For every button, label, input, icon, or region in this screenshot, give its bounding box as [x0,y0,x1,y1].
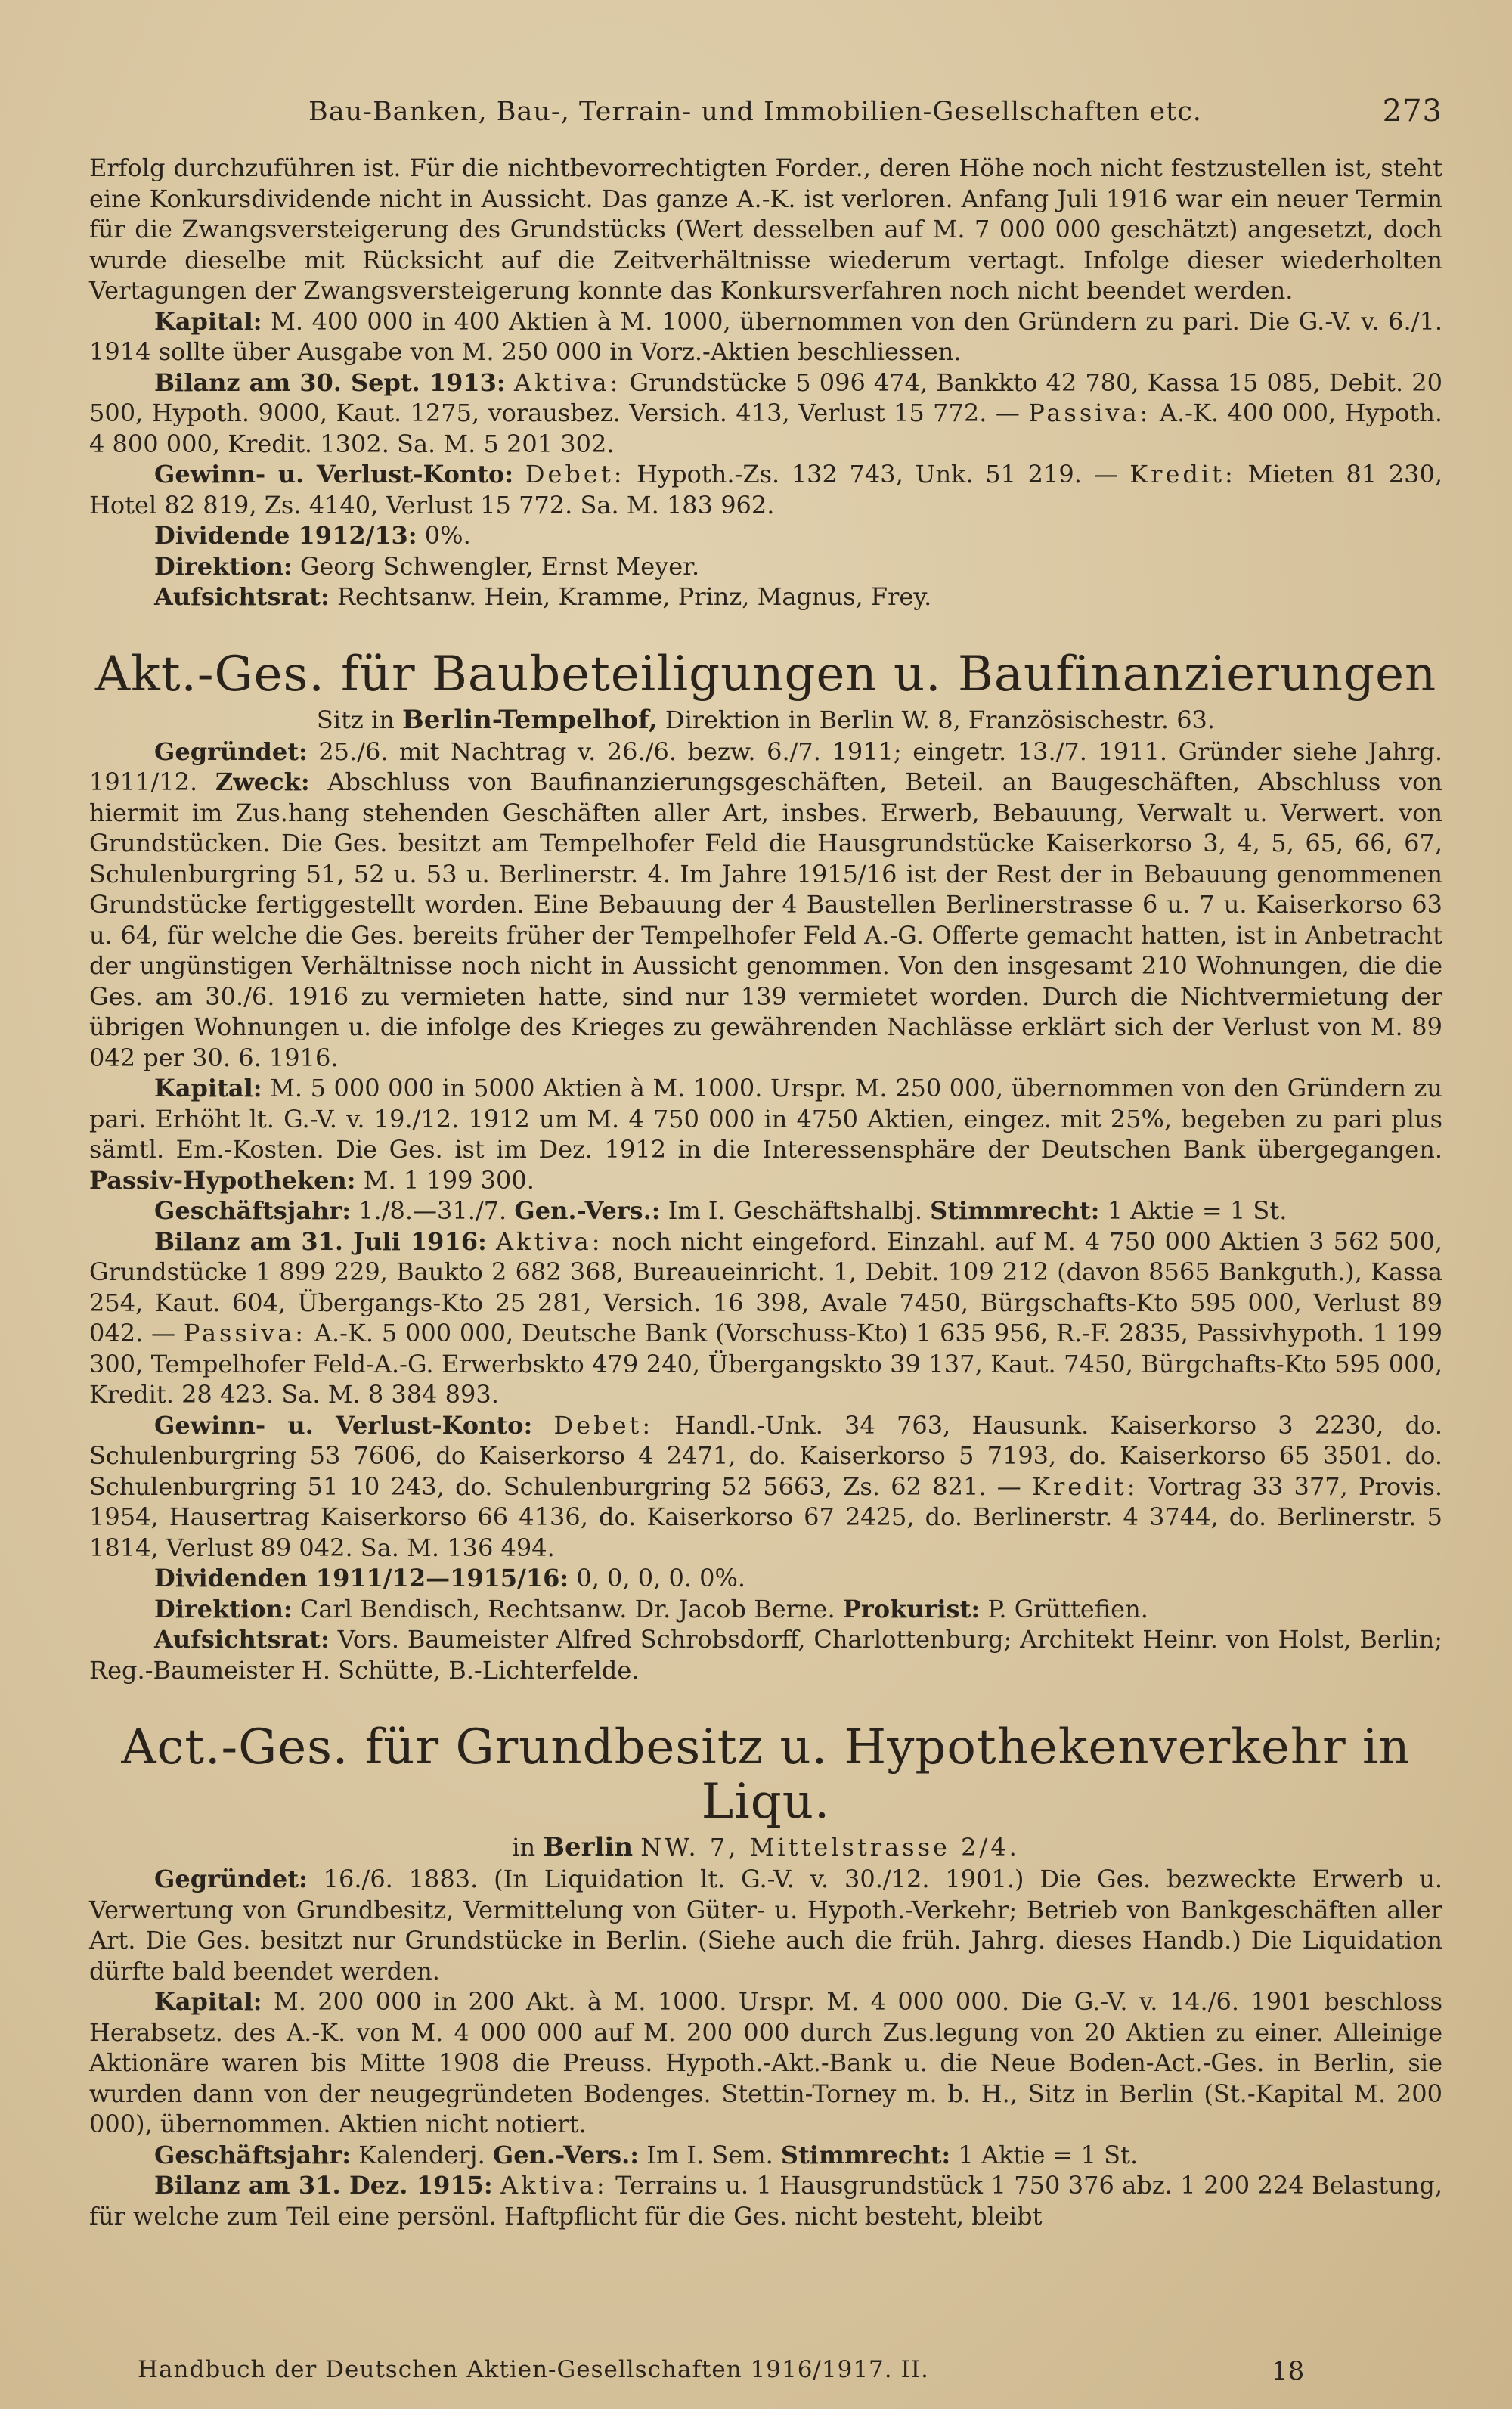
debet-word: Debet: [525,460,625,488]
stimmrecht-text: 1 Aktie = 1 St. [958,2140,1139,2169]
paragraph-intro: Erfolg durchzuführen ist. Für die nichtbevorrechtigten Forder., deren Höhe noch nicht festzustellen ist, steht eine Konkursdividende nicht in Aussicht. Das ganze A.-K. ist verloren. Anfang Juli 1916 war ein neuer Termin für die Zwangsversteigerung des Grundstücks (Wert desselben auf M. 7 000 000 geschätzt) angesetzt, doch wurde dieselbe mit Rücksicht auf die Zeitverhältnisse wiederum vertagt. Infolge dieser wiederholten Vertagungen der Zwangsversteigerung konnte das Konkursverfahren noch nicht beendet werden. [89,153,1442,305]
direktion-label: Direktion: [154,551,293,581]
seat-city: Berlin [543,1832,634,1862]
page-number: 273 [1382,94,1442,129]
company-heading: Akt.-Ges. für Baubeteiligungen u. Baufinanzierungen [94,646,1437,702]
bilanz-label: Bilanz am 31. Juli 1916: [154,1226,487,1256]
bilanz-paragraph [89,1226,1442,1410]
gewinn-label: Gewinn- u. Verlust-Konto: [154,1410,533,1440]
gegruendet-label: Gegründet: [154,736,308,766]
bilanz-paragraph [89,2170,1442,2231]
dividende-paragraph [89,520,1442,551]
kapital-paragraph [89,1073,1442,1195]
gegruendet-text: 25./6. mit Nachtrag v. 26./6. bezw. 6./7. 1911; eingetr. 13./7. 1911. Gründer siehe Jahrg. 1911/12. [89,736,1443,796]
kapital-label: Kapital: [154,1074,262,1102]
gewinn-label: Gewinn- u. Verlust-Konto: [154,460,514,488]
bilanz-passiva: A.-K. 5 000 000, Deutsche Bank (Vorschuss-Kto) 1 635 956, R.-F. 2835, Passivhypoth. 1 199 300, Tempelhofer Feld-A.-G. Erwerbskto 479 240, Übergangskto 39 137, Kaut. 7450, Bürgchafts-Kto 595 000, Kredit. 28 423. Sa. M. 8 384 893. [89,1319,1443,1409]
running-header-title: Bau-Banken, Bau-, Terrain- und Immobilien-Gesellschaften etc. [308,97,1202,127]
kapital-label: Kapital: [154,306,262,336]
gewinn-kredit: Mieten 81 230, Hotel 82 819, Zs. 4140, Verlust 15 772. Sa. M. 183 962. [89,460,1443,519]
seat-prefix: Sitz in [316,705,395,734]
passiva-word: Passiva: [183,1319,307,1347]
kapital-label: Kapital: [154,1987,262,2016]
entry-continued [89,153,1442,612]
direktion-text: Carl Bendisch, Rechtsanw. Dr. Jacob Berne. [299,1594,835,1623]
genvers-text: Im I. Geschäftshalbj. [668,1196,922,1225]
aufsichtsrat-label: Aufsichtsrat: [154,582,330,611]
bilanz-aktiva: Terrains u. 1 Hausgrundstück 1 750 376 abz. 1 200 224 Belastung, für welche zum Teil eine persönl. Haftpflicht für die Ges. nicht besteht, bleibt [89,2171,1443,2231]
prokurist-label: Prokurist: [842,1594,981,1623]
aufsichtsrat-label: Aufsichtsrat: [154,1625,330,1654]
seat-city: Berlin-Tempelhof, [401,704,658,735]
gewinn-paragraph [89,459,1442,520]
direktion-paragraph [89,551,1442,582]
seat-address: NW. 7, Mittelstrasse 2/4. [640,1833,1020,1862]
stimmrecht-label: Stimmrecht: [780,2140,951,2169]
geschaeftsjahr-text: Kalenderj. [358,2140,485,2169]
debet-word: Debet: [553,1410,654,1440]
kapital-text: M. 400 000 in 400 Aktien à M. 1000, übernommen von den Gründern zu pari. Die G.-V. v. 6./1. 1914 sollte über Ausgabe von M. 250 000 in Vorz.-Aktien beschliessen. [89,306,1443,366]
geschaeftsjahr-label: Geschäftsjahr: [154,2140,351,2169]
company-seat [89,705,1442,735]
aktiva-word: Aktiva: [513,367,621,397]
gewinn-paragraph [89,1410,1442,1564]
kapital-text: M. 200 000 in 200 Akt. à M. 1000. Urspr. M. 4 000 000. Die G.-V. v. 14./6. 1901 beschloss Herabsetz. des A.-K. von M. 4 000 000 auf M. 200 000 durch Zus.legung von 20 Aktien zu einer. Alleinige Aktionäre waren bis Mitte 1908 die Preuss. Hypoth.-Akt.-Bank u. die Neue Boden-Act.-Ges. in Berlin, sie wurden dann von der neugegründeten Bodenges. Stettin-Torney m. b. H., Sitz in Berlin (St.-Kapital M. 200 000), übernommen. Aktien nicht notiert. [89,1987,1443,2138]
seat-address: Direktion in Berlin W. 8, Französischestr. 63. [665,705,1216,734]
direktion-text: Georg Schwengler, Ernst Meyer. [299,551,700,581]
aktiva-word: Aktiva: [495,1226,603,1256]
direktion-paragraph [89,1594,1442,1625]
gegruendet-paragraph [89,736,1442,1074]
zweck-text: Abschluss von Baufinanzierungsgeschäften, Beteil. an Baugeschäften, Abschluss von hiermit im Zus.hang stehenden Geschäften aller Art, insbes. Erwerb, Bebauung, Verwalt u. Verwert. von Grundstücken. Die Ges. besitzt am Tempelhofer Feld die Hausgrundstücke Kaiserkorso 3, 4, 5, 65, 66, 67, Schulenburgring 51, 52 u. 53 u. Berlinerstr. 4. Im Jahre 1915/16 ist der Rest der in Bebauung genommenen Grundstücke fertiggestellt worden. Eine Bebauung der 4 Baustellen Berlinerstrasse 6 u. 7 u. Kaiserkorso 63 u. 64, für welche die Ges. bereits früher der Tempelhofer Feld A.-G. Offerte gemacht hatten, ist in Anbetracht der ungünstigen Verhältnisse noch nicht in Aussicht genommen. Von den insgesamt 210 Wohnungen, die die Ges. am 30./6. 1916 zu vermieten hatte, sind nur 139 vermietet worden. Durch die Nichtvermietung der übrigen Wohnungen u. die infolge des Krieges zu gewährenden Nachlässe erklärt sich der Verlust von M. 89 042 per 30. 6. 1916. [89,767,1443,1072]
aufsichtsrat-paragraph [89,1624,1442,1685]
aktiva-word: Aktiva: [500,2171,608,2200]
passiv-hypotheken-label: Passiv-Hypotheken: [89,1165,356,1195]
seat-prefix: in [512,1833,536,1862]
bilanz-paragraph [89,367,1442,460]
kredit-word: Kredit: [1129,460,1236,488]
bilanz-passiva: A.-K. 400 000, Hypoth. 4 800 000, Kredit. 1302. Sa. M. 5 201 302. [89,398,1442,458]
dividenden-paragraph [89,1563,1442,1594]
geschaeftsjahr-paragraph [89,2140,1442,2171]
gewinn-debet: Handl.-Unk. 34 763, Hausunk. Kaiserkorso 3 2230, do. Schulenburgring 53 7606, do Kaiserkorso 4 2471, do. Kaiserkorso 5 7193, do. Kaiserkorso 65 3501. do. Schulenburgring 51 10 243, do. Schulenburgring 52 5663, Zs. 62 821. — [89,1410,1443,1501]
geschaeftsjahr-text: 1./8.—31./7. [358,1196,507,1225]
aufsichtsrat-paragraph [89,581,1442,612]
entry-baubeteiligungen [89,647,1442,1686]
bilanz-label: Bilanz am 30. Sept. 1913: [154,367,506,397]
entry-grundbesitz [89,1720,1442,2231]
dividenden-text: 0, 0, 0, 0. 0%. [576,1564,746,1592]
stimmrecht-label: Stimmrecht: [930,1196,1100,1225]
document-page [89,91,1443,2386]
dividende-label: Dividende 1912/13: [154,521,417,550]
bilanz-aktiva: Grundstücke 5 096 474, Bankkto 42 780, Kassa 15 085, Debit. 20 500, Hypoth. 9000, Kaut. 1275, vorausbez. Versich. 413, Verlust 15 772. — [89,367,1443,427]
bilanz-aktiva: noch nicht eingeford. Einzahl. auf M. 4 750 000 Aktien 3 562 500, Grundstücke 1 899 229, Baukto 2 682 368, Bureaueinricht. 1, Debit. 109 212 (davon 8565 Bankguth.), Kassa 254, Kaut. 604, Übergangs-Kto 25 281, Versich. 16 398, Avale 7450, Bürgschafts-Kto 595 000, Verlust 89 042. — [89,1226,1443,1347]
gewinn-kredit: Vortrag 33 377, Provis. 1954, Hausertrag Kaiserkorso 66 4136, do. Kaiserkorso 67 2425, do. Berlinerstr. 4 3744, do. Berlinerstr. 5 1814, Verlust 89 042. Sa. M. 136 494. [89,1471,1443,1562]
gegruendet-label: Gegründet: [154,1865,308,1893]
kredit-word: Kredit: [1032,1471,1139,1501]
geschaeftsjahr-paragraph [89,1195,1442,1226]
genvers-label: Gen.-Vers.: [514,1196,661,1225]
company-seat [89,1832,1442,1862]
kapital-paragraph [89,306,1442,367]
zweck-label: Zweck: [215,767,310,796]
prokurist-text: P. Grüttefien. [987,1594,1148,1623]
company-heading: Act.-Ges. für Grundbesitz u. Hypothekenverkehr in Liqu. [121,1719,1411,1830]
dividenden-label: Dividenden 1911/12—1915/16: [154,1564,569,1592]
kapital-text: M. 5 000 000 in 5000 Aktien à M. 1000. Urspr. M. 250 000, übernommen von den Gründern zu pari. Erhöht lt. G.-V. v. 19./12. 1912 um M. 4 750 000 in 4750 Aktien, eingez. mit 25%, begeben zu pari plus sämtl. Em.-Kosten. Die Ges. ist im Dez. 1912 in die Interessensphäre der Deutschen Bank übergegangen. [89,1074,1443,1164]
bilanz-label: Bilanz am 31. Dez. 1915: [154,2171,493,2200]
signature-mark: 18 [1272,2356,1305,2386]
direktion-label: Direktion: [154,1594,293,1623]
gegruendet-paragraph [89,1864,1442,1986]
gewinn-debet: Hypoth.-Zs. 132 743, Unk. 51 219. — [637,460,1118,488]
kapital-paragraph [89,1986,1442,2140]
stimmrecht-text: 1 Aktie = 1 St. [1107,1196,1287,1225]
aufsichtsrat-text: Rechtsanw. Hein, Kramme, Prinz, Magnus, Frey. [336,582,932,611]
footer-title: Handbuch der Deutschen Aktien-Gesellschaften 1916/1917. II. [138,2356,929,2383]
geschaeftsjahr-label: Geschäftsjahr: [154,1196,351,1225]
passiva-word: Passiva: [1028,398,1151,427]
genvers-text: Im I. Sem. [646,2140,773,2169]
dividende-text: 0%. [424,521,471,550]
passiv-hypotheken-text: M. 1 199 300. [363,1165,534,1195]
running-header [89,91,1442,133]
genvers-label: Gen.-Vers.: [492,2140,640,2169]
aufsichtsrat-text: Vors. Baumeister Alfred Schrobsdorff, Charlottenburg; Architekt Heinr. von Holst, Berlin; Reg.-Baumeister H. Schütte, B.-Lichterfelde. [89,1625,1443,1685]
gegruendet-text: 16./6. 1883. (In Liquidation lt. G.-V. v. 30./12. 1901.) Die Ges. bezweckte Erwerb u. Verwertung von Grundbesitz, Vermittelung von Güter- u. Hypoth.-Verkehr; Betrieb von Bankgeschäften aller Art. Die Ges. besitzt nur Grundstücke in Berlin. (Siehe auch die früh. Jahrg. dieses Handb.) Die Liquidation dürfte bald beendet werden. [89,1865,1443,1986]
